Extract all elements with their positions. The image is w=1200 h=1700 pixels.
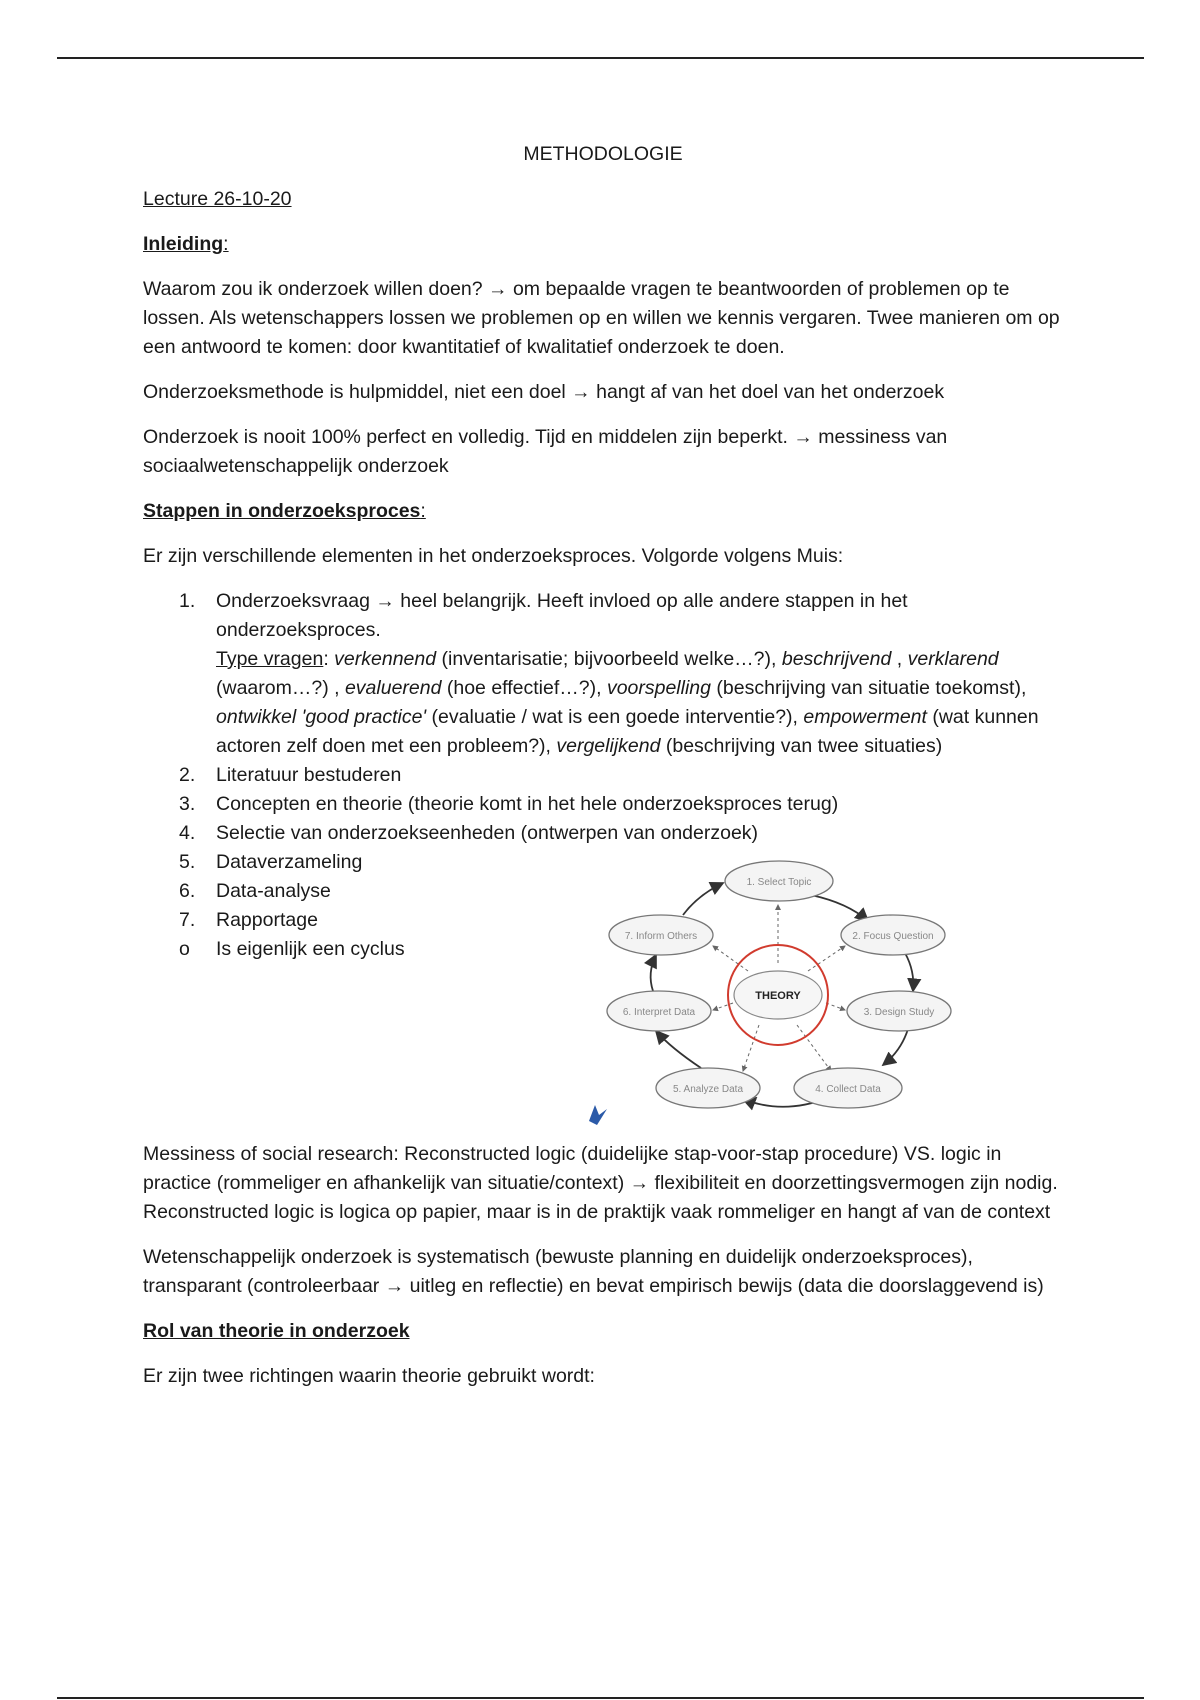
document-title: METHODOLOGIE (523, 143, 683, 165)
steps-heading (143, 497, 1063, 526)
cycle-arrow (883, 1029, 908, 1065)
cycle-arrow (905, 953, 913, 991)
list-item-label: Dataverzameling (216, 851, 363, 873)
cycle-arrow (656, 1031, 701, 1068)
intro-heading-text: Inleiding (143, 233, 224, 255)
list-item (143, 761, 1063, 790)
type-desc: (inventarisatie; bijvoorbeeld welke…?), (436, 648, 782, 670)
type-term: verkennend (334, 648, 437, 670)
list-item-label: Onderzoeksvraag → heel belangrijk. Heeft invloed op alle andere stappen in het onderzoeksproces. (216, 590, 908, 641)
messiness-paragraph: Messiness of social research: Reconstructed logic (duidelijke stap-voor-stap procedure) VS. logic in practice (rommeliger en afhankelijk van situatie/context) → flexibiliteit en doorzettingsvermogen zijn nodig. Reconstructed logic is logica op papier, maar is in de praktijk vaak rommeliger en hangt af van de context (143, 1143, 1058, 1223)
intro-paragraph-3: Onderzoek is nooit 100% perfect en volledig. Tijd en middelen zijn beperkt. → messiness van sociaalwetenschappelijk onderzoek (143, 426, 948, 477)
steps-intro: Er zijn verschillende elementen in het onderzoeksproces. Volgorde volgens Muis: (143, 545, 844, 567)
type-term: empowerment (803, 706, 927, 728)
intro-heading-colon: : (223, 233, 229, 255)
type-term: vergelijkend (556, 735, 661, 757)
bottom-rule (57, 1697, 1144, 1699)
spoke-arrow (797, 1025, 831, 1071)
list-item-number: 1. (179, 590, 196, 612)
document-page (143, 140, 1063, 1407)
cycle-arrow (651, 955, 656, 991)
question-types-heading: Type vragen (216, 648, 324, 670)
steps-list (143, 587, 1063, 848)
list-item-number: 5. (179, 851, 196, 873)
lecture-date (143, 185, 1063, 214)
steps-lower-with-diagram (143, 848, 1063, 1140)
type-desc: (hoe effectief…?), (441, 677, 607, 699)
type-desc: (evaluatie / wat is een goede interventie?), (426, 706, 804, 728)
intro-heading (143, 230, 1063, 259)
research-cycle-diagram (583, 843, 983, 1133)
list-item-label: Concepten en theorie (theorie komt in het hele onderzoeksproces terug) (216, 793, 839, 815)
list-item-number: 6. (179, 880, 196, 902)
cycle-node-label: 2. Focus Question (852, 931, 934, 942)
list-item-number: 2. (179, 764, 196, 786)
cycle-node-label: 4. Collect Data (815, 1084, 881, 1095)
theory-heading (143, 1317, 1063, 1346)
cycle-node-label: 5. Analyze Data (672, 1084, 744, 1095)
type-term: beschrijvend (781, 648, 892, 670)
cycle-node-label: 6. Interpret Data (622, 1007, 696, 1018)
list-item-number: o (179, 938, 190, 960)
list-item-label: Literatuur bestuderen (216, 764, 402, 786)
list-item-label: Selectie van onderzoekseenheden (ontwerpen van onderzoek) (216, 822, 759, 844)
science-paragraph: Wetenschappelijk onderzoek is systematisch (bewuste planning en duidelijk onderzoeksproces), transparant (controleerbaar → uitleg en reflectie) en bevat empirisch bewijs (data die doorslaggevend is) (143, 1246, 1044, 1297)
research-cycle-svg (583, 843, 983, 1133)
type-desc: , (891, 648, 908, 670)
list-item-label: Is eigenlijk een cyclus (216, 938, 405, 960)
question-types: Type vragen: verkennend (inventarisatie; bijvoorbeeld welke…?), beschrijvend , verklarend (waarom…?) , evaluerend (hoe effectief…?), voorspelling (beschrijving van situatie toekomst), ontwikkel 'good practice' (evaluatie / wat is een goede interventie?), empowerment (wat kunnen actoren zelf doen met een probleem?), vergelijkend (beschrijving van twee situaties) (216, 648, 1039, 757)
spoke-arrow (826, 1003, 845, 1010)
type-term: verklarend (907, 648, 999, 670)
theory-intro: Er zijn twee richtingen waarin theorie gebruikt wordt: (143, 1365, 595, 1387)
type-term: evaluerend (344, 677, 442, 699)
list-item-number: 4. (179, 822, 196, 844)
intro-paragraph-2: Onderzoeksmethode is hulpmiddel, niet een doel → hangt af van het doel van het onderzoek (143, 381, 945, 403)
list-item-label: Rapportage (216, 909, 318, 931)
cycle-arrow (811, 895, 868, 921)
cycle-arrow (683, 883, 723, 915)
lecture-date-text: Lecture 26-10-20 (143, 188, 292, 210)
cycle-node-label: 3. Design Study (863, 1007, 935, 1018)
type-desc: (beschrijving van twee situaties) (660, 735, 943, 757)
type-term: ontwikkel 'good practice' (216, 706, 427, 728)
list-item-label: Data-analyse (216, 880, 331, 902)
list-item (143, 587, 1063, 761)
cycle-node-label: 7. Inform Others (624, 931, 698, 942)
top-rule (57, 57, 1144, 59)
type-term: voorspelling (606, 677, 711, 699)
theory-heading-text: Rol van theorie in onderzoek (143, 1320, 410, 1342)
type-desc: (waarom…?) , (216, 677, 345, 699)
type-desc: (wat kunnen actoren zelf doen met een probleem?), (216, 706, 1039, 757)
list-item-number: 3. (179, 793, 196, 815)
list-item (143, 790, 1063, 819)
theory-label: THEORY (755, 990, 801, 1002)
cycle-node-label: 1. Select Topic (746, 877, 812, 888)
steps-heading-colon: : (420, 500, 426, 522)
intro-paragraph-1: Waarom zou ik onderzoek willen doen? → om bepaalde vragen te beantwoorden of problemen op te lossen. Als wetenschappers lossen we problemen op en willen we kennis vergaren. Twee manieren om op een antwoord te komen: door kwantitatief of kwalitatief onderzoek te doen. (143, 278, 1060, 358)
logo-mark-icon (589, 1105, 607, 1125)
type-desc: (beschrijving van situatie toekomst), (711, 677, 1027, 699)
list-item-number: 7. (179, 909, 196, 931)
steps-heading-text: Stappen in onderzoeksproces (143, 500, 421, 522)
